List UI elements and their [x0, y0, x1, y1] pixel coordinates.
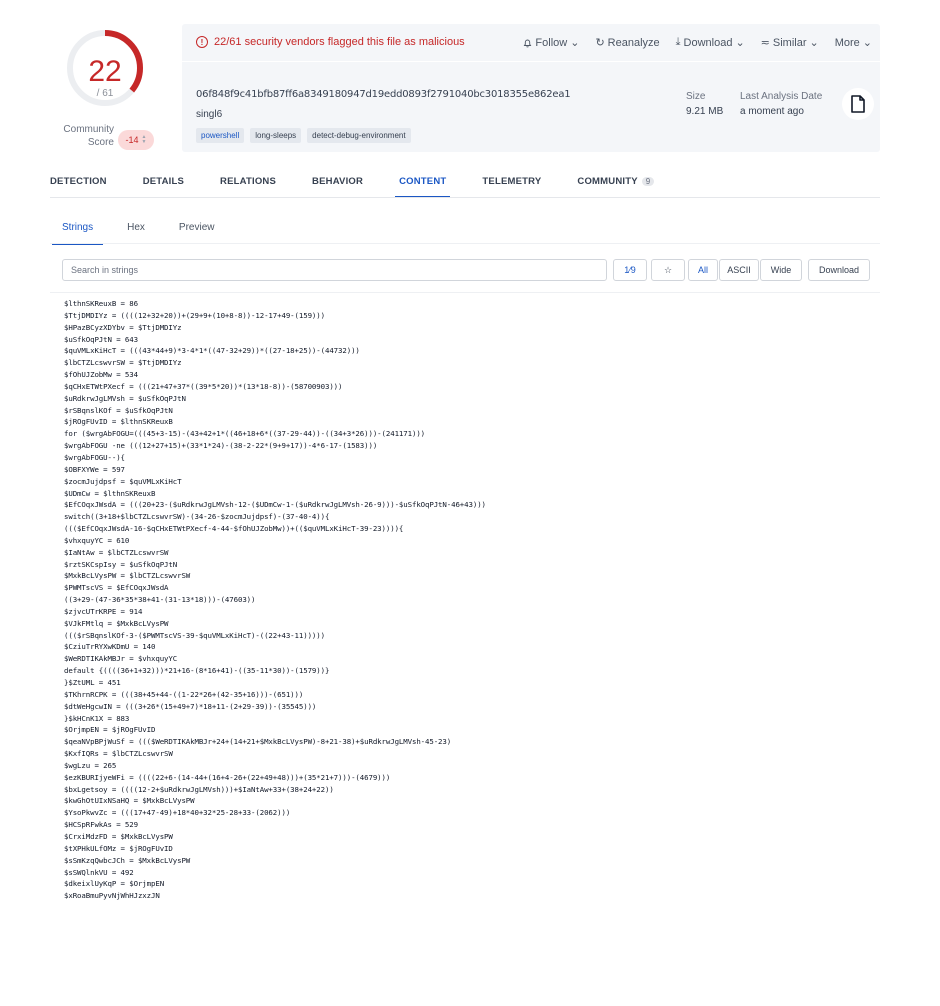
reanalyze-button[interactable]: ↻ Reanalyze: [595, 36, 660, 49]
vote-arrows-icon[interactable]: ▲ ▼: [141, 134, 147, 145]
tab-telemetry[interactable]: TELEMETRY: [482, 176, 542, 187]
string-row: $uSfkOqPJtN = 643: [64, 334, 138, 344]
string-row: $tXPHkULfOMz = $jROgFUvID: [64, 843, 173, 853]
filter-wide-button[interactable]: Wide: [760, 259, 802, 281]
last-analysis-value: a moment ago: [740, 106, 804, 117]
chevron-down-icon: ⌄: [735, 37, 745, 49]
string-row: $CrxiMdzFD = $MxkBcLVysPW: [64, 831, 173, 841]
chevron-down-icon: ⌄: [862, 37, 872, 49]
file-name: singl6: [196, 109, 223, 120]
string-row: for ($wrgAbFOGU=(((45+3-15)-(43+42+1*((46+18+6*((37-29-44))-((34+3*26)))-(241171))): [64, 429, 426, 439]
tab-community[interactable]: COMMUNITY 9: [577, 172, 654, 198]
string-row: $PWMTscVS = $EfCOqxJWsdA: [64, 583, 169, 593]
subtab-hex[interactable]: Hex: [127, 222, 145, 233]
main-tabs: [50, 172, 690, 198]
download-icon: ⤓: [675, 36, 681, 48]
subtabs-divider: [50, 243, 880, 244]
string-row: $rSBqnslKOf = $uSfkOqPJtN: [64, 405, 173, 415]
warning-icon: !: [196, 36, 208, 48]
string-row: $qeaNVpBPjWuSf = ((($WeRDTIKAkMBJr+24+(14+21+$MxkBcLVysPW)-8+21-38)+$uRdkrwJgLMVsh-45-23): [64, 737, 452, 747]
string-row: }$ZtUML = 451: [64, 678, 121, 687]
string-row: $ezKBURIjyeWFi = ((((22+6-(14-44+(16+4-26+(22+49+48)))+(35*21+7)))-(4679))): [64, 772, 391, 782]
string-row: $qCHxETWtPXecf = (((21+47+37*((39*5*20))*(13*18-8))-(58700903))): [64, 381, 343, 391]
follow-button[interactable]: Follow ⌄: [523, 36, 579, 49]
string-row: $kwGhOtUIxNSaHQ = $MxkBcLVysPW: [64, 796, 195, 806]
tab-behavior[interactable]: BEHAVIOR: [312, 176, 364, 187]
string-row: $xRoaBmuPyvNjWhHJzxzJN: [64, 891, 160, 901]
string-row: $quVMLxKiHcT = (((43*44+9)*3-4*1*((47-32+29))*((27-18+25))-(44732))): [64, 346, 360, 356]
filter-all-button[interactable]: All: [688, 259, 718, 281]
regex-toggle-button[interactable]: [613, 259, 647, 281]
string-row: $HPazBCyzXDYbv = $TtjDMDIYz: [64, 322, 182, 332]
string-row: default {((((36+1+32)))*21+16-(8*16+41)-((35-11*30))-(1579))}: [64, 666, 330, 676]
tab-content[interactable]: CONTENT: [399, 172, 446, 198]
score-value: 22: [88, 55, 122, 88]
tabs-divider: [50, 197, 880, 198]
regex-icon: 1⁄9: [624, 265, 636, 275]
filter-ascii-button[interactable]: ASCII: [719, 259, 759, 281]
file-hash[interactable]: 06f848f9c41bfb87ff6a8349180947d19edd0893f2791040bc3018355e862ea1: [196, 89, 571, 100]
file-type-icon: [842, 88, 874, 120]
string-row: $uRdkrwJgLMVsh = $uSfkOqPJtN: [64, 393, 186, 403]
string-row: ((($EfCOqxJWsdA-16-$qCHxETWtPXecf-4-44-$fOhUJZobMw))+(($quVMLxKiHcT-39-23)))){: [64, 524, 404, 534]
string-row: $dtWeHgcwIN = (((3+26*(15+49+7)*18+11-(2+29-39))-(35545))): [64, 701, 317, 711]
tab-detection[interactable]: DETECTION: [50, 176, 107, 187]
flag-banner: [182, 24, 880, 62]
string-row: $vhxquyYC = 610: [64, 535, 130, 545]
file-summary-card: [182, 24, 880, 152]
string-row: $TtjDMDIYz = ((((12+32+20))+(29+9+(10+8-8))-12-17+49-(159))): [64, 310, 325, 320]
string-row: $wrgAbFOGU -ne (((12+27+15)+(33*1*24)-(38-2-22*(9+9+17))-4*6-17-(1583))): [64, 441, 378, 451]
tag-powershell[interactable]: powershell: [196, 128, 244, 143]
string-row: $fOhUJZobMw = 534: [64, 370, 138, 380]
string-row: $YsoPkwvZc = (((17+47-49)+18*40+32*25-28+33-(2062))): [64, 808, 291, 818]
file-size-value: 9.21 MB: [686, 106, 724, 117]
favorite-button[interactable]: [651, 259, 685, 281]
string-row: $MxkBcLVysPW = $lbCTZLcswvrSW: [64, 571, 191, 581]
string-row: $IaNtAw = $lbCTZLcswvrSW: [64, 547, 169, 557]
community-score-value: -14: [125, 135, 139, 145]
similar-button[interactable]: ≂ Similar ⌄: [760, 36, 819, 49]
last-analysis-date: Last Analysis Date a moment ago: [740, 91, 823, 117]
string-row: }$kHCnK1X = 883: [64, 713, 130, 723]
string-row: $EfCOqxJWsdA = (((20+23-($uRdkrwJgLMVsh-12-($UDmCw-1-($uRdkrwJgLMVsh-26-9)))-$uSfkOqPJtN-46+43))): [64, 500, 486, 510]
string-row: $lbCTZLcswvrSW = $TtjDMDIYz: [64, 358, 182, 368]
star-icon: ☆: [663, 264, 673, 275]
string-row: $zjvcUTrKRPE = 914: [64, 606, 143, 616]
tag-list: [196, 128, 411, 143]
chevron-down-icon: ⌄: [809, 37, 819, 49]
string-row: $CziuTrRYXwKDmU = 140: [64, 642, 156, 652]
tab-relations[interactable]: RELATIONS: [220, 176, 277, 187]
chevron-down-icon: ⌄: [570, 37, 580, 49]
string-row: switch((3+18+$lbCTZLcswvrSW)-(34-26-$zocmJujdpsf)-(37-40-4)){: [64, 512, 330, 522]
string-row: $wgLzu = 265: [64, 760, 117, 770]
search-input[interactable]: [62, 259, 607, 281]
string-row: $jROgFUvID = $lthnSKReuxB: [64, 417, 173, 427]
string-row: $OrjmpEN = $jROgFUvID: [64, 725, 156, 735]
string-row: $UDmCw = $lthnSKReuxB: [64, 488, 156, 498]
toolbar-divider: [50, 292, 880, 293]
community-score-label: Community Score: [63, 124, 114, 148]
string-row: $rztSKCspIsy = $uSfkOqPJtN: [64, 559, 178, 569]
string-row: ((($rSBqnslKOf-3-($PWMTscVS-39-$quVMLxKiHcT)-((22+43-11))))): [64, 630, 325, 640]
string-row: $KxfIQRs = $lbCTZLcswvrSW: [64, 749, 173, 759]
string-row: $dkeixlUyKqP = $OrjmpEN: [64, 879, 165, 889]
refresh-icon: ↻: [595, 37, 605, 49]
string-row: $wrgAbFOGU--){: [64, 452, 125, 462]
search-placeholder: Search in strings: [71, 265, 139, 275]
string-row: $zocmJujdpsf = $quVMLxKiHcT: [64, 476, 182, 486]
string-row: ((3+29-(47-36*35*38+41-(31-13*18)))-(47603)): [64, 595, 256, 605]
string-row: $bxLgetsoy = ((((12-2+$uRdkrwJgLMVsh)))+$IaNtAw+33+(38+24+22)): [64, 784, 334, 794]
more-button[interactable]: More ⌄: [834, 36, 872, 49]
file-size: Size 9.21 MB: [686, 91, 724, 117]
string-row: $OBFXYWe = 597: [64, 464, 125, 474]
string-row: $sSWQlnkVU = 492: [64, 867, 134, 877]
string-row: $HCSpRFwkAs = 529: [64, 820, 138, 830]
tag-detect-debug-environment[interactable]: detect-debug-environment: [307, 128, 410, 143]
score-total: / 61: [96, 88, 114, 99]
string-row: $TKhrnRCPK = (((38+45+44-((1-22*26+(42-35+16)))-(651))): [64, 689, 304, 699]
string-row: $WeRDTIKAkMBJr = $vhxquyYC: [64, 654, 178, 664]
string-row: $sSmKzqQwbcJCh = $MxkBcLVysPW: [64, 855, 191, 865]
tag-long-sleeps[interactable]: long-sleeps: [250, 128, 301, 143]
detection-score: [50, 22, 170, 152]
bell-icon: [523, 38, 532, 48]
strings-list: [64, 298, 894, 1006]
community-score-pill[interactable]: [118, 130, 154, 150]
subtab-preview[interactable]: Preview: [178, 222, 215, 233]
download-button[interactable]: ⤓ Download ⌄: [675, 36, 745, 49]
flag-text: 22/61 security vendors flagged this file as malicious: [214, 36, 465, 48]
content-subtabs: [62, 222, 215, 245]
subtab-strings[interactable]: Strings: [62, 222, 93, 245]
string-row: $lthnSKReuxB = 86: [64, 299, 138, 308]
header-actions: [523, 36, 872, 49]
community-count-badge: 9: [642, 177, 655, 186]
download-strings-button[interactable]: Download: [808, 259, 870, 281]
string-row: $VJkFMtlq = $MxkBcLVysPW: [64, 618, 169, 628]
similar-icon: ≂: [760, 37, 770, 49]
tab-details[interactable]: DETAILS: [142, 176, 185, 187]
